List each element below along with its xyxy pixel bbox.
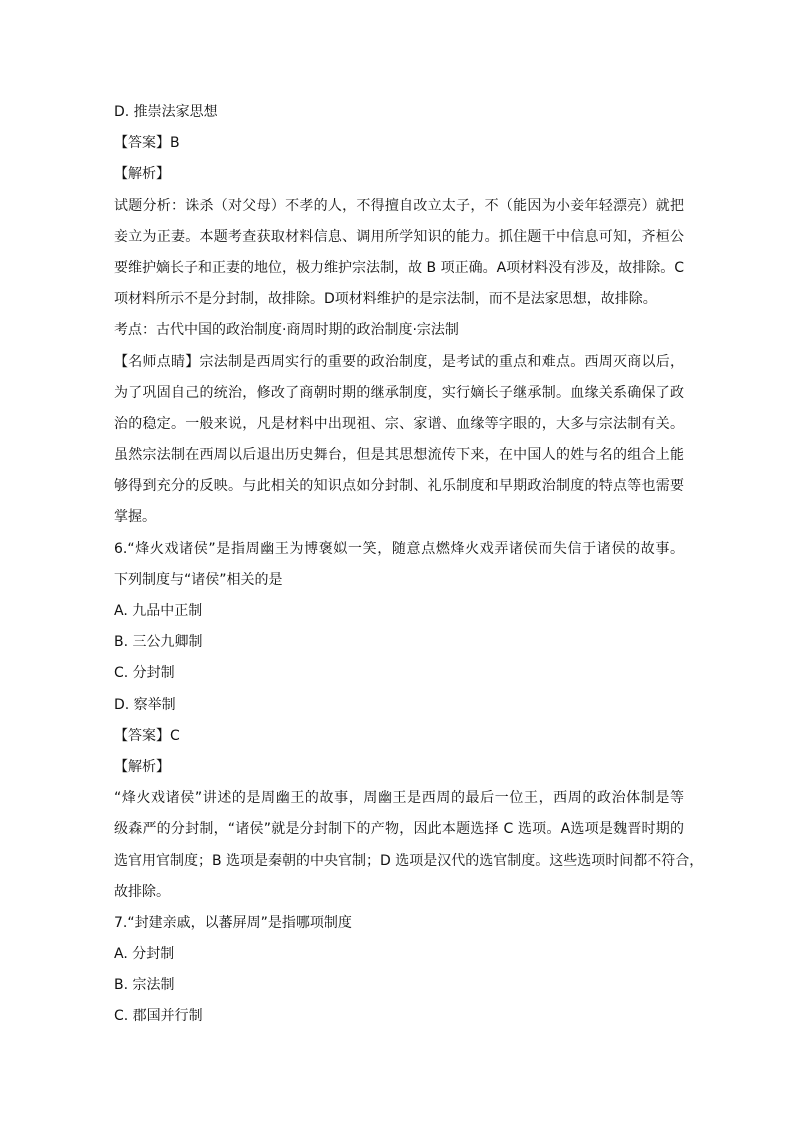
q5-kaodian: 考点：古代中国的政治制度·商周时期的政治制度·宗法制: [114, 322, 459, 339]
q6-analysis-line: 级森严的分封制，“诸侯”就是分封制下的产物，因此本题选择 C 选项。A选项是魏晋时期的: [114, 821, 684, 838]
q5-analysis-heading: 【解析】: [114, 166, 170, 183]
q6-option-d: D. 察举制: [114, 696, 176, 713]
q6-analysis-line: 故排除。: [114, 883, 170, 900]
q5-analysis-line: 妾立为正妻。本题考查获取材料信息、调用所学知识的能力。抓住题干中信息可知，齐桓公: [114, 228, 684, 245]
q5-tips-line: 【名师点睛】宗法制是西周实行的重要的政治制度，是考试的重点和难点。西周灭商以后，: [114, 353, 684, 370]
q6-option-b: B. 三公九卿制: [114, 634, 203, 651]
q5-tips-line: 掌握。: [114, 509, 156, 526]
q6-option-a: A. 九品中正制: [114, 603, 203, 619]
q6-analysis-paragraph: [114, 783, 704, 908]
q5-analysis-line: 项材料所示不是分封制，故排除。D项材料维护的是宗法制，而不是法家思想，故排除。: [114, 291, 657, 308]
q6-analysis-line: “烽火戏诸侯”讲述的是周幽王的故事，周幽王是西周的最后一位王，西周的政治体制是等: [114, 790, 684, 807]
q7-stem: 7.“封建亲戚，以蕃屏周”是指哪项制度: [114, 914, 352, 931]
q7-option-a: A. 分封制: [114, 946, 175, 963]
q5-analysis-line: 要维护嫡长子和正妻的地位，极力维护宗法制，故 B 项正确。A项材料没有涉及，故排除。C: [114, 259, 684, 276]
q5-tips-line: 虽然宗法制在西周以后退出历史舞台，但是其思想流传下来，在中国人的姓与名的组合上能: [114, 447, 684, 464]
q5-option-d: D. 推崇法家思想: [114, 104, 218, 120]
q6-stem-line: 6.“烽火戏诸侯”是指周幽王为博褒姒一笑，随意点燃烽火戏弄诸侯而失信于诸侯的故事。: [114, 540, 684, 557]
q7-option-c: C. 郡国并行制: [114, 1008, 203, 1025]
q5-tips-paragraph: [114, 347, 684, 534]
q5-tips-line: 为了巩固自己的统治，修改了商朝时期的继承制度，实行嫡长子继承制。血缘关系确保了政: [114, 384, 684, 401]
q5-tips-line: 够得到充分的反映。与此相关的知识点如分封制、礼乐制度和早期政治制度的特点等也需要: [114, 478, 684, 495]
question-7-block: [114, 908, 684, 1033]
q5-tips-line: 治的稳定。一般来说，凡是材料中出现祖、宗、家谱、血缘等字眼的，大多与宗法制有关。: [114, 415, 684, 432]
q6-stem-line: 下列制度与“诸侯”相关的是: [114, 571, 283, 588]
q6-answer: 【答案】C: [114, 727, 180, 744]
q6-stem: [114, 534, 684, 596]
q5-analysis-line: 试题分析：诛杀（对父母）不孝的人，不得擅自改立太子，不（能因为小妾年轻漂亮）就把: [114, 197, 684, 214]
document-page: [114, 97, 704, 1033]
question-6-block: [114, 534, 704, 908]
q6-analysis-line: 选官用官制度；B 选项是秦朝的中央官制；D 选项是汉代的选官制度。这些选项时间都不符合，: [114, 852, 704, 869]
q6-option-c: C. 分封制: [114, 665, 175, 682]
q5-analysis-paragraph: [114, 191, 684, 316]
q7-option-b: B. 宗法制: [114, 977, 175, 994]
question-5-block: [114, 97, 684, 534]
q6-analysis-heading: 【解析】: [114, 758, 170, 775]
q5-answer: 【答案】B: [114, 135, 180, 152]
